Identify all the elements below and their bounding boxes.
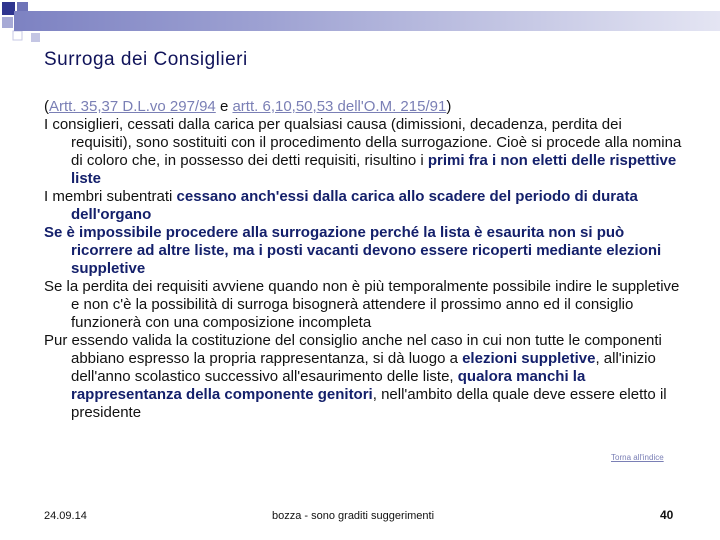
paragraph-substitution-text: I consiglieri, cessati dalla carica per qualsiasi causa (dimissioni, decadenza, perdita dei requisiti), sono sostituiti con il procedimento della surrogazione. Cioè si procede alla nomina di coloro che, in possesso dei detti requisiti, risultino i <box>44 116 682 169</box>
footer-date: 24.09.14 <box>44 510 87 522</box>
link-dlvo-297-94[interactable]: Artt. 35,37 D.L.vo 297/94 <box>49 98 216 115</box>
paragraph-suppletive-text-a: Pur essendo valida la costituzione del consiglio anche nel caso in cui non tutte le componenti abbiano espresso la propria rappresentanza, si dà luogo a <box>44 332 662 367</box>
slide-title: Surroga dei Consiglieri <box>44 49 248 70</box>
emphasis-componente-genitori: qualora manchi la rappresentanza della componente genitori <box>71 368 586 403</box>
paragraph-requirements-loss: Se la perdita dei requisiti avviene quando non è più temporalmente possibile indire le suppletive e non c'è la possibilità di surroga bisognerà attendere il prossimo anno ed il consiglio funzionerà con una composizione incompleta <box>44 278 680 331</box>
refs-conjunction: e <box>215 98 233 115</box>
paragraph-list-exhausted <box>44 224 684 278</box>
emphasis-first-non-elected: primi fra i non eletti delle rispettive liste <box>71 152 677 187</box>
paragraph-substitution <box>44 116 684 188</box>
link-om-215-91[interactable]: artt. 6,10,50,53 dell'O.M. 215/91 <box>232 98 447 115</box>
emphasis-cessation: cessano anch'essi dalla carica allo scadere del periodo di durata dell'organo <box>71 188 638 223</box>
legal-references <box>44 98 684 116</box>
page-number: 40 <box>660 508 674 522</box>
paragraph-suppletive-elections <box>44 332 684 422</box>
paragraph-subentrati-text: I membri subentrati <box>44 188 177 205</box>
header-gradient-bar <box>14 11 720 31</box>
paragraph-suppletive-text-e: , nell'ambito della quale deve essere eletto il presidente <box>71 386 667 421</box>
refs-open-paren: ( <box>44 98 49 115</box>
footer-note: bozza - sono graditi suggerimenti <box>272 510 435 522</box>
refs-close-paren: ) <box>446 98 452 115</box>
back-to-index-link[interactable]: Torna all'indice <box>611 453 664 462</box>
emphasis-list-exhausted: Se è impossibile procedere alla surrogazione perché la lista è esaurita non si può ricorrere ad altre liste, ma i posti vacanti devono essere ricoperti mediante elezioni suppletive <box>44 224 662 277</box>
paragraph-suppletive-text-c: , all'inizio dell'anno scolastico successivo all'esaurimento delle liste, <box>71 350 656 385</box>
slide-body <box>44 98 684 422</box>
paragraph-subentrati <box>44 188 684 224</box>
emphasis-elezioni-suppletive: elezioni suppletive <box>462 350 596 367</box>
